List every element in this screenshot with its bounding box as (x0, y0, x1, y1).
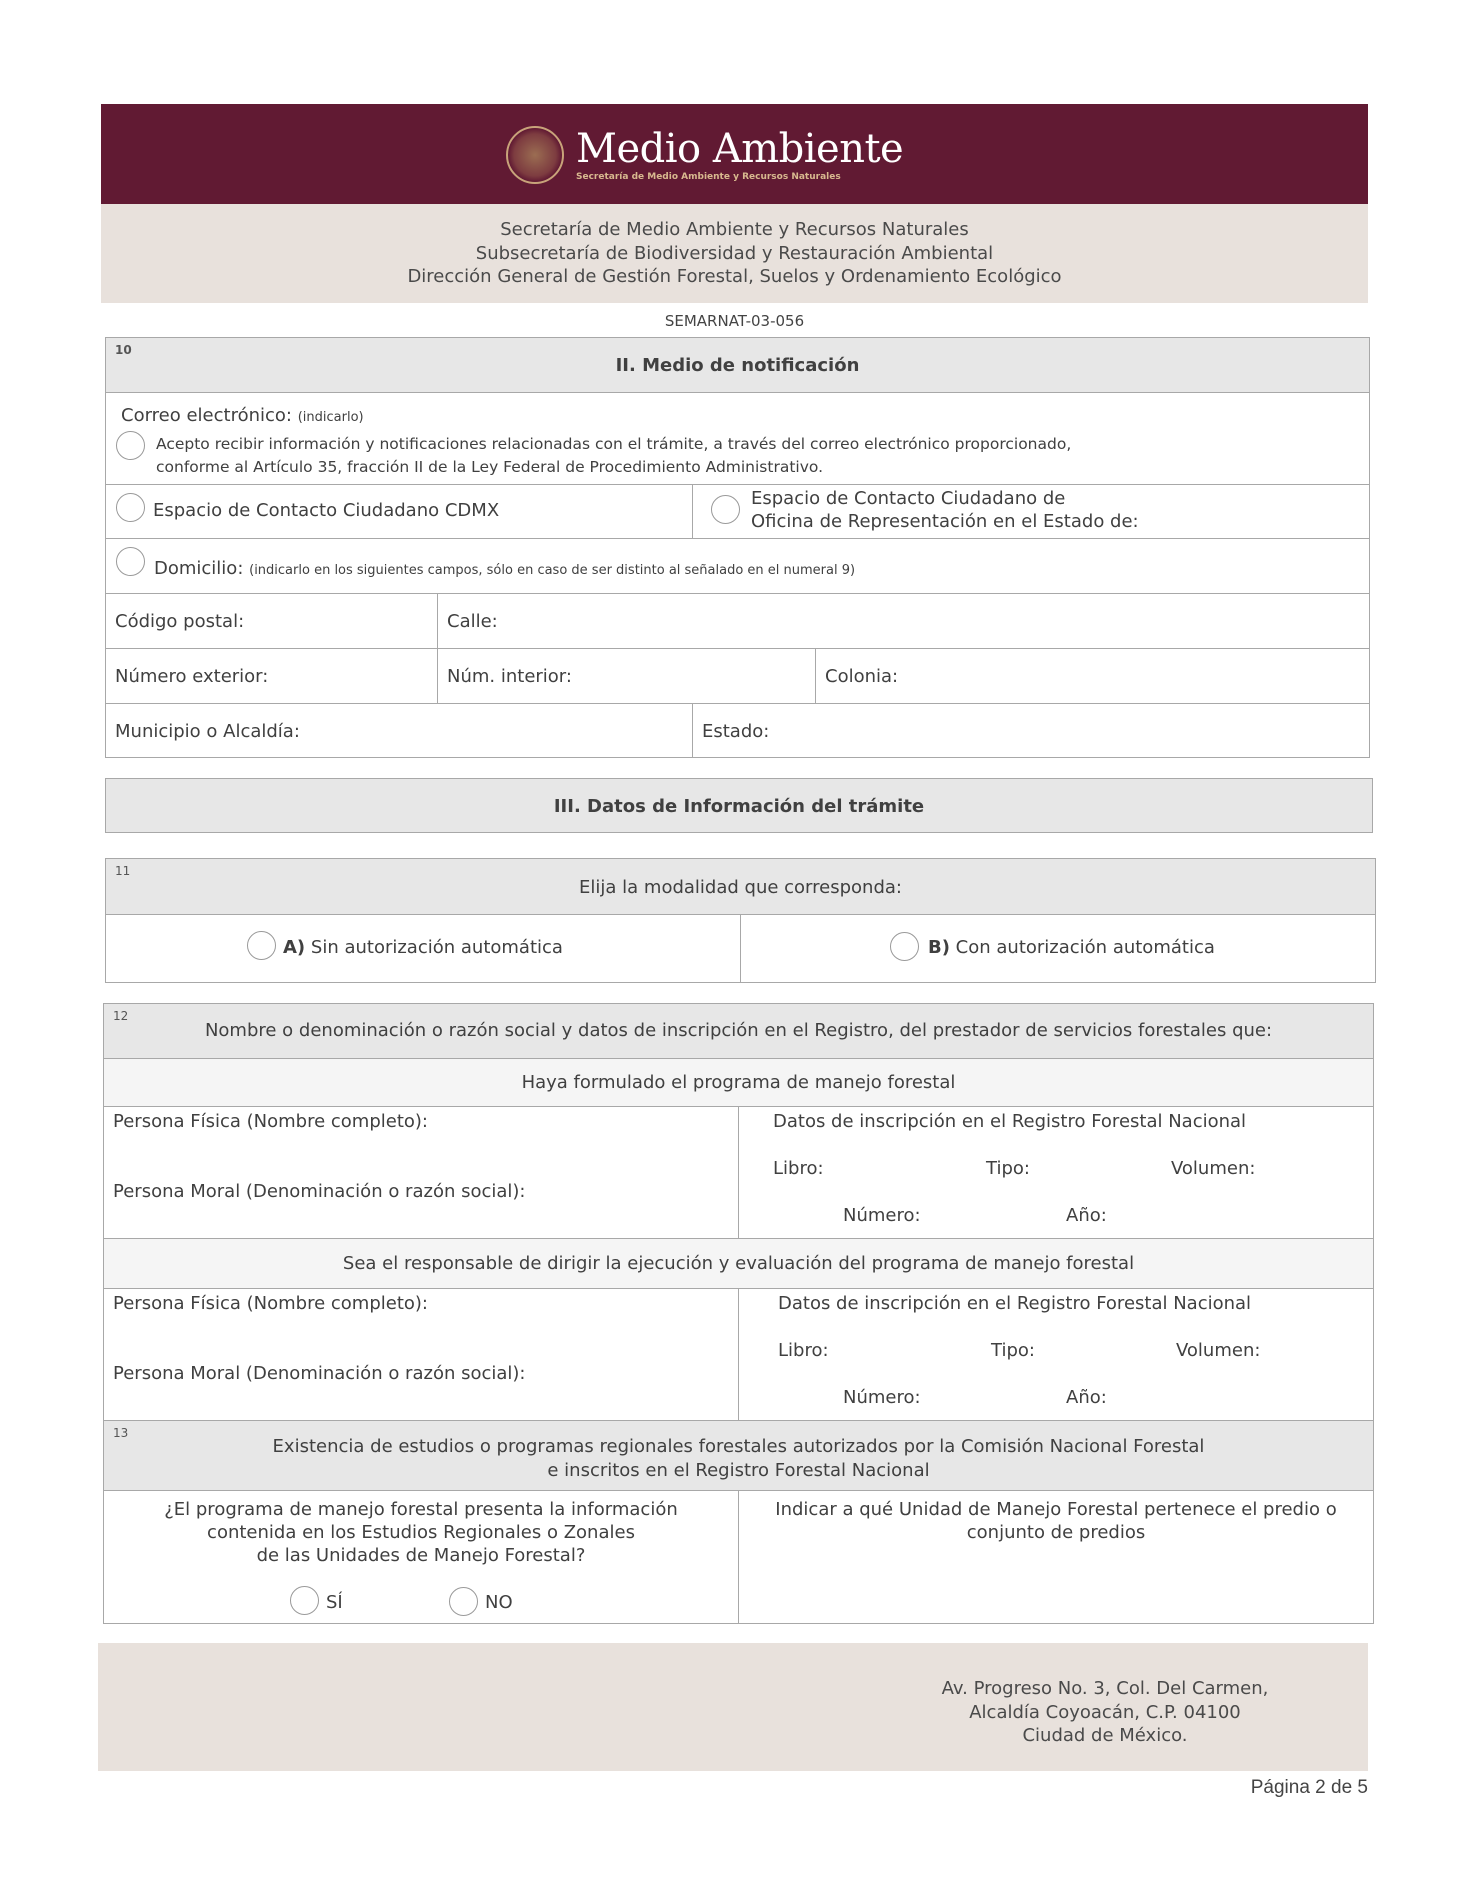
option-a-cell (105, 914, 741, 983)
umf-cell[interactable] (738, 1490, 1374, 1624)
tipo-label: Tipo: (991, 1340, 1035, 1361)
item-number: 10 (115, 343, 132, 357)
persona-fisica-label: Persona Física (Nombre completo): (113, 1293, 428, 1314)
field-label: Código postal: (115, 611, 245, 632)
anio-label: Año: (1066, 1205, 1107, 1226)
provider-title: Nombre o denominación o razón social y datos de inscripción en el Registro, del prestador de servicios forestales que: (204, 1020, 1273, 1041)
tipo-label: Tipo: (986, 1158, 1030, 1179)
option-a-label: A) Sin autorización automática (283, 937, 563, 958)
volumen-label: Volumen: (1176, 1340, 1261, 1361)
field-label: Estado: (702, 721, 770, 742)
footer-address: Alcaldía Coyoacán, C.P. 04100 (969, 1701, 1241, 1723)
registro-cell[interactable] (738, 1288, 1374, 1421)
group-subtitle: Haya formulado el programa de manejo forestal (521, 1072, 956, 1093)
estado-field[interactable] (692, 703, 1370, 758)
no-radio[interactable] (449, 1587, 478, 1616)
group-subheader (103, 1058, 1374, 1107)
question-cell (103, 1490, 739, 1624)
libro-label: Libro: (773, 1158, 824, 1179)
section-title: II. Medio de notificación (615, 355, 860, 376)
regional-title: Existencia de estudios o programas regionales forestales autorizados por la Comisión Nacional Forestal (272, 1436, 1205, 1457)
group-subtitle: Sea el responsable de dirigir la ejecución y evaluación del programa de manejo forestal (342, 1253, 1135, 1274)
numero-label: Número: (843, 1205, 921, 1226)
field-label: Número exterior: (115, 666, 269, 687)
modality-title: Elija la modalidad que corresponda: (579, 877, 902, 898)
persona-moral-label: Persona Moral (Denominación o razón social): (113, 1363, 526, 1384)
yes-label: SÍ (326, 1592, 343, 1613)
municipio-field[interactable] (105, 703, 693, 758)
persona-moral-label: Persona Moral (Denominación o razón social): (113, 1181, 526, 1202)
header-banner (101, 104, 1368, 204)
brand-logo (506, 126, 903, 184)
brand-title: Medio Ambiente (576, 126, 904, 172)
contact-cdmx-label: Espacio de Contacto Ciudadano CDMX (153, 500, 500, 521)
libro-label: Libro: (778, 1340, 829, 1361)
page-number: Página 2 de 5 (1250, 1777, 1368, 1798)
section-title: III. Datos de Información del trámite (553, 796, 925, 817)
item-number: 13 (113, 1426, 129, 1440)
agency-header (101, 204, 1368, 303)
question-text: ¿El programa de manejo forestal presenta la información (164, 1499, 678, 1520)
registro-cell[interactable] (738, 1106, 1374, 1239)
regional-studies-header (103, 1420, 1374, 1491)
question-text: de las Unidades de Manejo Forestal? (256, 1545, 586, 1566)
footer-band (98, 1643, 1368, 1771)
email-label: Correo electrónico: (indicarlo) (121, 405, 364, 426)
field-label: Núm. interior: (447, 666, 572, 687)
contact-state-label: Oficina de Representación en el Estado de: (751, 511, 1139, 532)
street-field[interactable] (437, 593, 1370, 649)
persona-fisica-label: Persona Física (Nombre completo): (113, 1111, 428, 1132)
option-b-label: B) Con autorización automática (928, 937, 1215, 958)
numero-label: Número: (843, 1387, 921, 1408)
domicilio-label: Domicilio: (indicarlo en los siguientes campos, sólo en caso de ser distinto al señalado en el numeral 9) (154, 558, 856, 579)
agency-line: Dirección General de Gestión Forestal, Suelos y Ordenamiento Ecológico (407, 266, 1062, 287)
field-label: Calle: (447, 611, 498, 632)
yes-radio[interactable] (290, 1586, 319, 1615)
persona-cell[interactable] (103, 1288, 739, 1421)
registro-title: Datos de inscripción en el Registro Forestal Nacional (773, 1111, 1247, 1132)
anio-label: Año: (1066, 1387, 1107, 1408)
option-b-cell (740, 914, 1376, 983)
contact-cdmx-radio[interactable] (116, 493, 145, 522)
volumen-label: Volumen: (1171, 1158, 1256, 1179)
agency-line: Secretaría de Medio Ambiente y Recursos Naturales (500, 219, 969, 240)
option-b-radio[interactable] (890, 932, 919, 961)
postal-code-field[interactable] (105, 593, 438, 649)
consent-text: conforme al Artículo 35, fracción II de la Ley Federal de Procedimiento Administrativo. (156, 458, 824, 476)
registro-title: Datos de inscripción en el Registro Forestal Nacional (778, 1293, 1252, 1314)
field-label: Colonia: (825, 666, 899, 687)
section-tramite-header (105, 778, 1373, 833)
ext-number-field[interactable] (105, 648, 438, 704)
contact-cdmx-cell (105, 484, 693, 539)
colonia-field[interactable] (815, 648, 1370, 704)
contact-state-cell (692, 484, 1370, 539)
contact-state-label: Espacio de Contacto Ciudadano de (751, 488, 1066, 509)
footer-address: Av. Progreso No. 3, Col. Del Carmen, (941, 1678, 1269, 1699)
item-number: 11 (115, 864, 131, 878)
provider-header (103, 1003, 1374, 1059)
no-label: NO (485, 1592, 513, 1613)
email-row (105, 392, 1370, 485)
form-code: SEMARNAT-03-056 (664, 312, 805, 330)
int-number-field[interactable] (437, 648, 816, 704)
persona-cell[interactable] (103, 1106, 739, 1239)
modality-header (105, 858, 1376, 915)
brand-subtitle: Secretaría de Medio Ambiente y Recursos Naturales (576, 172, 841, 182)
consent-text: Acepto recibir información y notificaciones relacionadas con el trámite, a través del correo electrónico proporcionado, (156, 435, 1072, 453)
regional-title: e inscritos en el Registro Forestal Nacional (547, 1460, 930, 1481)
group-subheader (103, 1238, 1374, 1289)
item-number: 12 (113, 1009, 129, 1023)
email-consent-radio[interactable] (116, 431, 145, 460)
umf-text: Indicar a qué Unidad de Manejo Forestal pertenece el predio o (775, 1499, 1337, 1520)
option-a-radio[interactable] (247, 931, 276, 960)
section-notification-header (105, 337, 1370, 393)
agency-line: Subsecretaría de Biodiversidad y Restauración Ambiental (475, 242, 994, 264)
footer-address: Ciudad de México. (1022, 1725, 1188, 1746)
question-text: contenida en los Estudios Regionales o Zonales (207, 1522, 635, 1543)
domicilio-row (105, 538, 1370, 594)
national-seal-icon (506, 126, 564, 184)
contact-state-radio[interactable] (711, 495, 740, 524)
umf-text: conjunto de predios (966, 1522, 1146, 1543)
field-label: Municipio o Alcaldía: (115, 721, 300, 742)
domicilio-radio[interactable] (116, 547, 145, 576)
